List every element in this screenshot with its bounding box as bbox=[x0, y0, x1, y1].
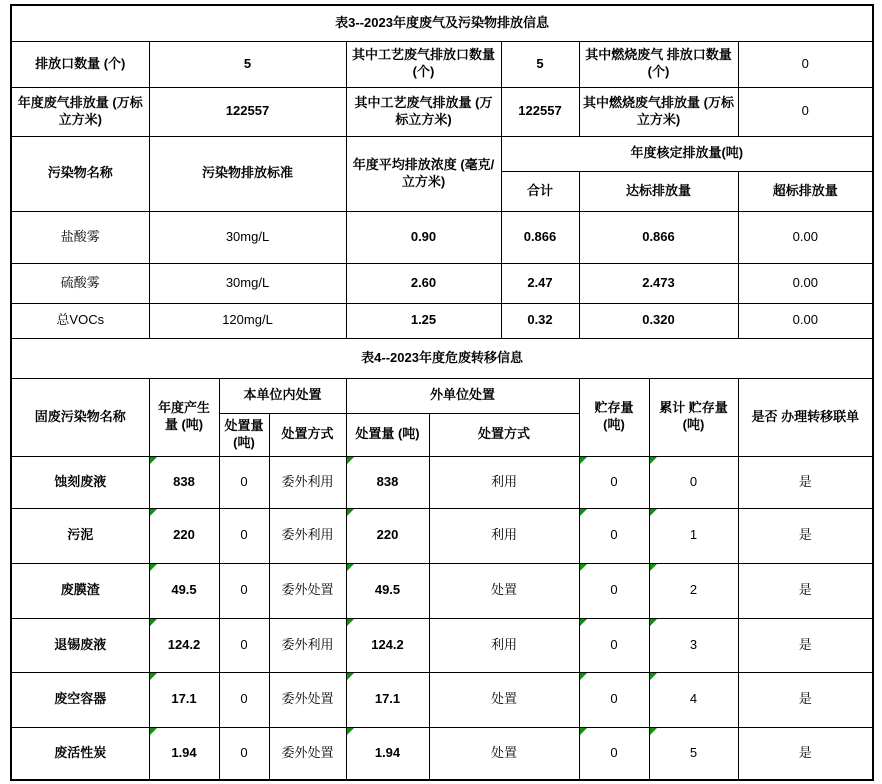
waste-onsite-method: 委外利用 bbox=[269, 456, 346, 508]
flag-triangle-icon bbox=[580, 457, 587, 464]
combustion-outlet-count-value: 0 bbox=[738, 41, 873, 87]
pollutant-total: 0.32 bbox=[501, 303, 579, 338]
pollutant-exceed: 0.00 bbox=[738, 303, 873, 338]
waste-cumulative-storage: 4 bbox=[649, 672, 738, 727]
flag-triangle-icon bbox=[580, 728, 587, 735]
table-row bbox=[11, 563, 873, 618]
combustion-exhaust-volume-label: 其中燃烧废气排放量 (万标立方米) bbox=[579, 87, 738, 136]
table-row bbox=[11, 727, 873, 780]
waste-offsite-qty: 1.94 bbox=[346, 727, 429, 780]
pollutant-exceed: 0.00 bbox=[738, 211, 873, 263]
waste-storage: 0 bbox=[579, 727, 649, 780]
table3-title: 表3--2023年度废气及污染物排放信息 bbox=[11, 5, 873, 41]
annual-exhaust-volume-value: 122557 bbox=[149, 87, 346, 136]
table-row bbox=[11, 672, 873, 727]
waste-onsite-method: 委外利用 bbox=[269, 508, 346, 563]
waste-manifest: 是 bbox=[738, 727, 873, 780]
waste-manifest: 是 bbox=[738, 672, 873, 727]
storage-header: 贮存量 (吨) bbox=[579, 378, 649, 456]
waste-name: 废空容器 bbox=[11, 672, 149, 727]
waste-storage: 0 bbox=[579, 672, 649, 727]
waste-name: 废活性炭 bbox=[11, 727, 149, 780]
waste-offsite-method: 处置 bbox=[429, 727, 579, 780]
waste-offsite-method: 处置 bbox=[429, 563, 579, 618]
flag-triangle-icon bbox=[580, 509, 587, 516]
process-outlet-count-value: 5 bbox=[501, 41, 579, 87]
onsite-disposal-group-header: 本单位内处置 bbox=[219, 378, 346, 413]
flag-triangle-icon bbox=[150, 509, 157, 516]
waste-name: 污泥 bbox=[11, 508, 149, 563]
table-row bbox=[11, 211, 873, 263]
waste-cumulative-storage: 5 bbox=[649, 727, 738, 780]
manifest-header: 是否 办理转移联单 bbox=[738, 378, 873, 456]
waste-offsite-method: 处置 bbox=[429, 672, 579, 727]
waste-cumulative-storage: 2 bbox=[649, 563, 738, 618]
flag-triangle-icon bbox=[150, 564, 157, 571]
waste-annual-output: 17.1 bbox=[149, 672, 219, 727]
waste-offsite-method: 利用 bbox=[429, 618, 579, 672]
waste-manifest: 是 bbox=[738, 456, 873, 508]
table4-title: 表4--2023年度危废转移信息 bbox=[11, 338, 873, 378]
waste-onsite-qty: 0 bbox=[219, 508, 269, 563]
flag-triangle-icon bbox=[650, 728, 657, 735]
waste-onsite-qty: 0 bbox=[219, 456, 269, 508]
pollutant-concentration: 1.25 bbox=[346, 303, 501, 338]
waste-onsite-qty: 0 bbox=[219, 563, 269, 618]
pollutant-compliant: 0.320 bbox=[579, 303, 738, 338]
waste-manifest: 是 bbox=[738, 508, 873, 563]
pollutant-compliant: 0.866 bbox=[579, 211, 738, 263]
flag-triangle-icon bbox=[150, 673, 157, 680]
annual-exhaust-volume-label: 年度废气排放量 (万标立方米) bbox=[11, 87, 149, 136]
waste-offsite-qty: 838 bbox=[346, 456, 429, 508]
waste-storage: 0 bbox=[579, 563, 649, 618]
waste-storage: 0 bbox=[579, 456, 649, 508]
exceed-emission-header: 超标排放量 bbox=[738, 171, 873, 211]
onsite-method-header: 处置方式 bbox=[269, 413, 346, 456]
avg-concentration-header: 年度平均排放浓度 (毫克/立方米) bbox=[346, 136, 501, 211]
waste-onsite-qty: 0 bbox=[219, 727, 269, 780]
table-row bbox=[11, 41, 873, 87]
pollutant-standard: 120mg/L bbox=[149, 303, 346, 338]
pollutant-standard: 30mg/L bbox=[149, 263, 346, 303]
pollutant-total: 0.866 bbox=[501, 211, 579, 263]
flag-triangle-icon bbox=[580, 619, 587, 626]
flag-triangle-icon bbox=[347, 728, 354, 735]
waste-offsite-qty: 124.2 bbox=[346, 618, 429, 672]
verified-emission-group-header: 年度核定排放量(吨) bbox=[501, 136, 873, 171]
flag-triangle-icon bbox=[650, 457, 657, 464]
waste-offsite-qty: 49.5 bbox=[346, 563, 429, 618]
waste-annual-output: 838 bbox=[149, 456, 219, 508]
process-outlet-count-label: 其中工艺废气排放口数量 (个) bbox=[346, 41, 501, 87]
offsite-method-header: 处置方式 bbox=[429, 413, 579, 456]
waste-onsite-method: 委外处置 bbox=[269, 672, 346, 727]
pollutant-standard: 30mg/L bbox=[149, 211, 346, 263]
waste-offsite-method: 利用 bbox=[429, 508, 579, 563]
flag-triangle-icon bbox=[347, 673, 354, 680]
waste-onsite-method: 委外利用 bbox=[269, 618, 346, 672]
pollutant-name: 盐酸雾 bbox=[11, 211, 149, 263]
flag-triangle-icon bbox=[347, 457, 354, 464]
waste-manifest: 是 bbox=[738, 618, 873, 672]
emission-and-waste-table bbox=[10, 4, 874, 781]
waste-name: 退锡废液 bbox=[11, 618, 149, 672]
waste-name: 蚀刻废液 bbox=[11, 456, 149, 508]
pollutant-name: 总VOCs bbox=[11, 303, 149, 338]
emission-standard-header: 污染物排放标准 bbox=[149, 136, 346, 211]
waste-onsite-qty: 0 bbox=[219, 618, 269, 672]
flag-triangle-icon bbox=[347, 619, 354, 626]
flag-triangle-icon bbox=[150, 619, 157, 626]
waste-name-header: 固废污染物名称 bbox=[11, 378, 149, 456]
table-row bbox=[11, 87, 873, 136]
flag-triangle-icon bbox=[650, 509, 657, 516]
flag-triangle-icon bbox=[580, 673, 587, 680]
offsite-qty-header: 处置量 (吨) bbox=[346, 413, 429, 456]
table-row bbox=[11, 618, 873, 672]
flag-triangle-icon bbox=[150, 728, 157, 735]
flag-triangle-icon bbox=[650, 673, 657, 680]
table-row bbox=[11, 456, 873, 508]
waste-manifest: 是 bbox=[738, 563, 873, 618]
waste-annual-output: 1.94 bbox=[149, 727, 219, 780]
process-exhaust-volume-value: 122557 bbox=[501, 87, 579, 136]
waste-cumulative-storage: 3 bbox=[649, 618, 738, 672]
waste-cumulative-storage: 0 bbox=[649, 456, 738, 508]
pollutant-name: 硫酸雾 bbox=[11, 263, 149, 303]
waste-onsite-method: 委外处置 bbox=[269, 727, 346, 780]
table-header-row bbox=[11, 378, 873, 413]
process-exhaust-volume-label: 其中工艺废气排放量 (万标立方米) bbox=[346, 87, 501, 136]
combustion-exhaust-volume-value: 0 bbox=[738, 87, 873, 136]
waste-offsite-method: 利用 bbox=[429, 456, 579, 508]
total-header: 合计 bbox=[501, 171, 579, 211]
waste-onsite-method: 委外处置 bbox=[269, 563, 346, 618]
cumulative-storage-header: 累计 贮存量 (吨) bbox=[649, 378, 738, 456]
flag-triangle-icon bbox=[347, 564, 354, 571]
combustion-outlet-count-label: 其中燃烧废气 排放口数量(个) bbox=[579, 41, 738, 87]
offsite-disposal-group-header: 外单位处置 bbox=[346, 378, 579, 413]
waste-offsite-qty: 17.1 bbox=[346, 672, 429, 727]
waste-storage: 0 bbox=[579, 618, 649, 672]
pollutant-concentration: 0.90 bbox=[346, 211, 501, 263]
waste-offsite-qty: 220 bbox=[346, 508, 429, 563]
compliant-emission-header: 达标排放量 bbox=[579, 171, 738, 211]
pollutant-compliant: 2.473 bbox=[579, 263, 738, 303]
waste-onsite-qty: 0 bbox=[219, 672, 269, 727]
flag-triangle-icon bbox=[150, 457, 157, 464]
table-row bbox=[11, 263, 873, 303]
waste-cumulative-storage: 1 bbox=[649, 508, 738, 563]
onsite-qty-header: 处置量 (吨) bbox=[219, 413, 269, 456]
waste-storage: 0 bbox=[579, 508, 649, 563]
pollutant-exceed: 0.00 bbox=[738, 263, 873, 303]
outlet-count-label: 排放口数量 (个) bbox=[11, 41, 149, 87]
flag-triangle-icon bbox=[650, 564, 657, 571]
annual-output-header: 年度产生量 (吨) bbox=[149, 378, 219, 456]
flag-triangle-icon bbox=[650, 619, 657, 626]
pollutant-concentration: 2.60 bbox=[346, 263, 501, 303]
waste-annual-output: 124.2 bbox=[149, 618, 219, 672]
waste-annual-output: 49.5 bbox=[149, 563, 219, 618]
flag-triangle-icon bbox=[347, 509, 354, 516]
pollutant-name-header: 污染物名称 bbox=[11, 136, 149, 211]
waste-annual-output: 220 bbox=[149, 508, 219, 563]
pollutant-total: 2.47 bbox=[501, 263, 579, 303]
table-header-row bbox=[11, 136, 873, 171]
table-row bbox=[11, 303, 873, 338]
outlet-count-value: 5 bbox=[149, 41, 346, 87]
flag-triangle-icon bbox=[580, 564, 587, 571]
table-row bbox=[11, 508, 873, 563]
waste-name: 废膜渣 bbox=[11, 563, 149, 618]
